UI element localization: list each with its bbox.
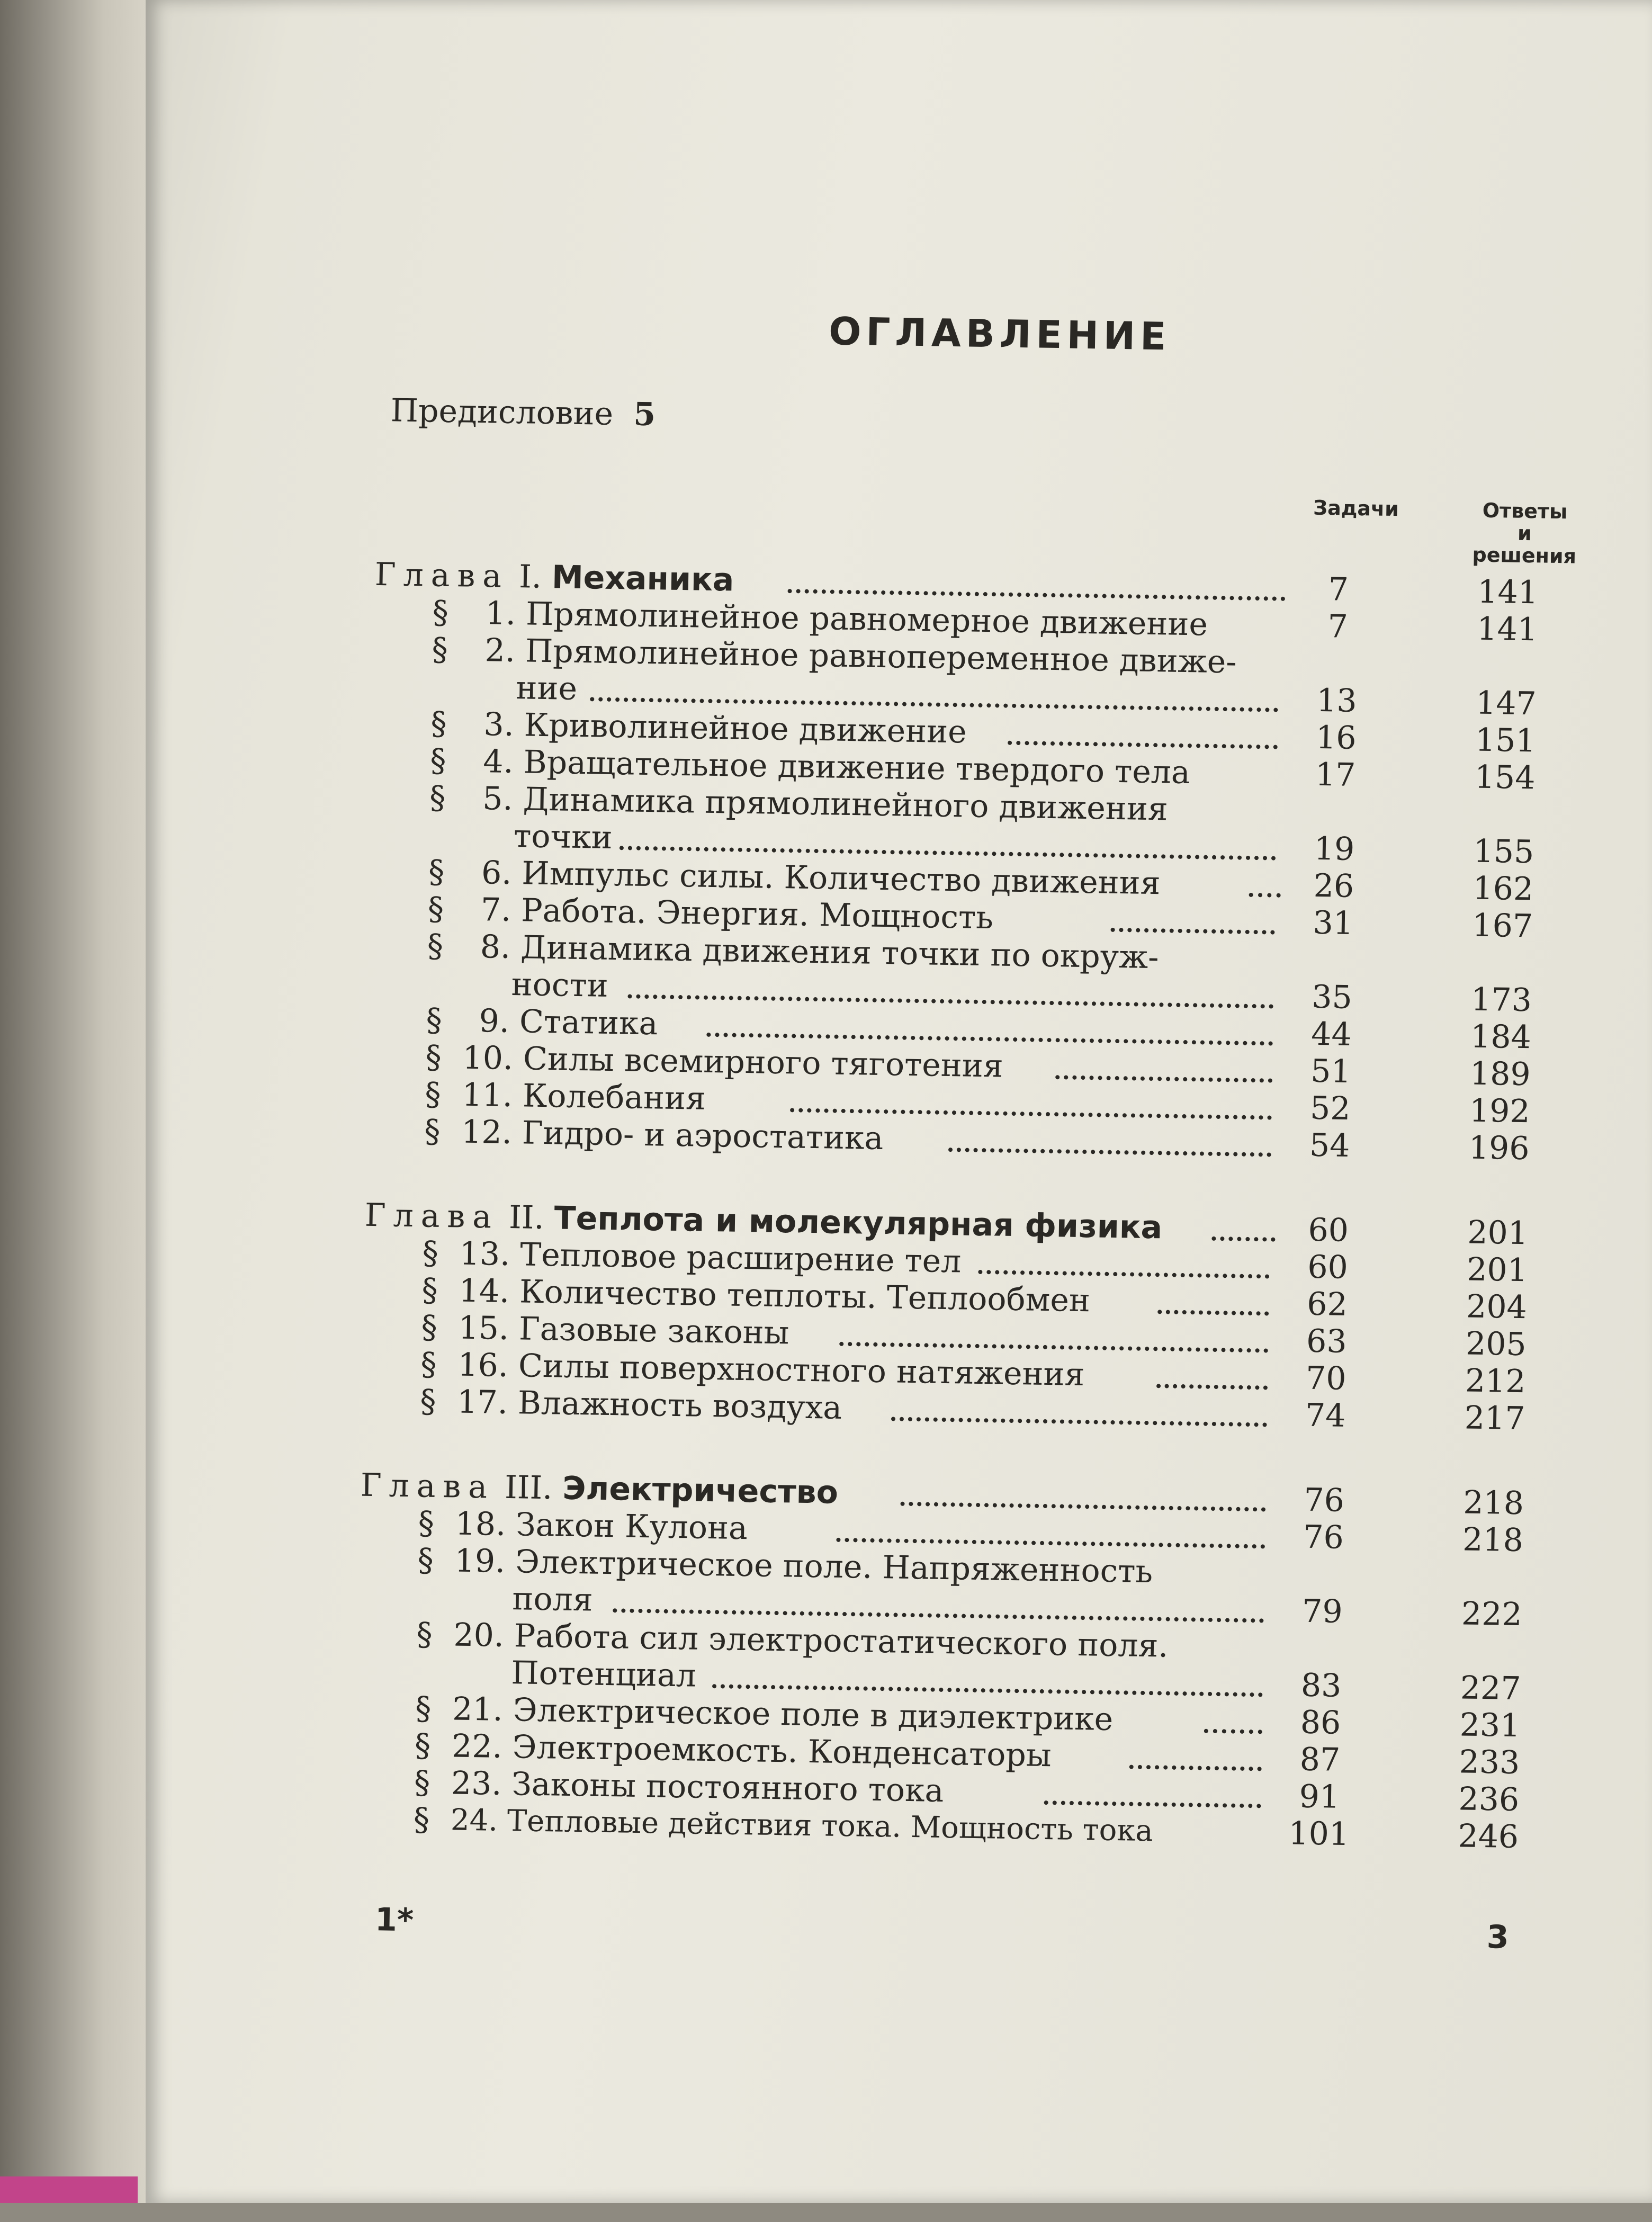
answers-page: 167 xyxy=(1455,907,1550,945)
section-title: 20. Работа сил электростатического поля. xyxy=(453,1616,1169,1664)
answers-page: 141 xyxy=(1459,610,1555,649)
dot-leader xyxy=(1211,1237,1275,1242)
problems-page: 60 xyxy=(1291,1211,1366,1249)
section-sign: § xyxy=(430,742,446,780)
section-sign: § xyxy=(428,854,445,891)
problems-page: 74 xyxy=(1288,1396,1363,1435)
page-number: 3 xyxy=(1486,1919,1509,1956)
section-sign: § xyxy=(414,1764,430,1801)
section-sign: § xyxy=(430,705,447,742)
section-title: 9. Статика xyxy=(479,1002,658,1042)
answers-page: 154 xyxy=(1457,758,1553,797)
section-title: 1. Прямолинейное равномерное движение xyxy=(485,595,1208,643)
answers-page: 218 xyxy=(1445,1521,1541,1560)
problems-page: 16 xyxy=(1299,719,1373,757)
problems-page: 19 xyxy=(1297,830,1371,868)
problems-page: 79 xyxy=(1285,1592,1360,1630)
page-title: ОГЛАВЛЕНИЕ xyxy=(829,309,1171,359)
chapter-title: Электричество xyxy=(562,1470,839,1511)
section-sign: § xyxy=(416,1616,433,1653)
table-of-contents xyxy=(349,0,1602,2222)
problems-page: 26 xyxy=(1296,867,1371,905)
section-sign: § xyxy=(415,1690,432,1727)
problems-page: 76 xyxy=(1286,1518,1361,1556)
answers-page: 231 xyxy=(1442,1706,1538,1745)
dot-leader xyxy=(1157,1310,1269,1315)
problems-page: 13 xyxy=(1299,682,1374,720)
background-cloth xyxy=(0,2176,138,2203)
section-title: 6. Импульс силы. Количество движения xyxy=(481,854,1161,902)
section-sign: § xyxy=(417,1542,434,1579)
section-sign: § xyxy=(429,780,446,817)
problems-page: 83 xyxy=(1284,1667,1359,1705)
chapter-number: I. xyxy=(519,558,542,596)
dot-leader xyxy=(1044,1800,1261,1808)
section-title: 17. Влажность воздуха xyxy=(457,1384,842,1427)
problems-page: 52 xyxy=(1293,1089,1368,1127)
chapter-number: III. xyxy=(505,1469,553,1507)
section-sign: § xyxy=(421,1309,437,1346)
problems-page: 51 xyxy=(1294,1052,1368,1090)
dot-leader xyxy=(891,1417,1267,1427)
problems-page: 60 xyxy=(1290,1248,1365,1286)
dot-leader xyxy=(1055,1075,1272,1082)
answers-page: 218 xyxy=(1446,1484,1541,1522)
section-title: 23. Законы постоянного тока xyxy=(451,1764,944,1809)
column-header-answers: Ответы и решения xyxy=(1471,499,1578,567)
problems-page: 35 xyxy=(1295,978,1369,1016)
answers-page: 141 xyxy=(1460,573,1556,612)
answers-page: 205 xyxy=(1448,1325,1544,1364)
chapter-title: Механика xyxy=(551,559,734,598)
section-sign: § xyxy=(420,1383,436,1420)
section-title: 22. Электроемкость. Конденсаторы xyxy=(452,1727,1052,1774)
problems-page: 86 xyxy=(1283,1704,1358,1742)
problems-page: 87 xyxy=(1282,1741,1357,1779)
answers-page: 189 xyxy=(1452,1055,1548,1094)
answers-page: 162 xyxy=(1455,870,1551,908)
section-title: 21. Электрическое поле в диэлектрике xyxy=(452,1690,1114,1738)
dot-leader xyxy=(790,1108,1272,1119)
section-sign: § xyxy=(420,1346,437,1383)
answers-page: 173 xyxy=(1453,981,1549,1019)
section-title: 12. Гидро- и аэростатика xyxy=(461,1114,884,1158)
section-title: 8. Динамика движения точки по окруж- xyxy=(480,928,1159,976)
book-spine-shadow xyxy=(0,0,148,2203)
section-title-continued: поля xyxy=(512,1580,593,1618)
answers-page: 196 xyxy=(1451,1129,1547,1168)
section-title: 13. Тепловое расширение тел xyxy=(459,1235,962,1280)
section-sign: § xyxy=(424,1113,441,1150)
answers-page: 147 xyxy=(1458,684,1554,723)
section-title-continued: точки xyxy=(514,818,613,856)
section-title: 7. Работа. Энергия. Мощность xyxy=(480,891,993,936)
section-title: 24. Тепловые действия тока. Мощность тока xyxy=(450,1802,1153,1850)
answers-page: 184 xyxy=(1453,1018,1549,1056)
problems-page: 17 xyxy=(1298,756,1373,794)
section-sign: § xyxy=(425,1076,441,1113)
problems-page: 62 xyxy=(1290,1285,1364,1323)
chapter-number: II. xyxy=(509,1199,545,1237)
dot-leader xyxy=(1111,928,1275,935)
dot-leader xyxy=(1156,1384,1268,1390)
section-title: 10. Силы всемирного тяготения xyxy=(462,1040,1003,1085)
problems-page: 63 xyxy=(1289,1322,1364,1360)
problems-page: 54 xyxy=(1292,1126,1367,1164)
preface-entry[interactable] xyxy=(390,392,1381,444)
dot-leader xyxy=(1204,1729,1262,1734)
problems-page: 70 xyxy=(1289,1359,1363,1397)
answers-page: 151 xyxy=(1458,721,1554,760)
answers-page: 246 xyxy=(1440,1817,1536,1856)
problems-page: 91 xyxy=(1282,1778,1357,1816)
dot-leader xyxy=(836,1538,1265,1549)
section-title-continued: ности xyxy=(511,966,608,1005)
dot-leader xyxy=(948,1148,1271,1157)
chapter-word: Глава xyxy=(360,1467,495,1506)
dot-leader xyxy=(1008,741,1278,749)
dot-leader xyxy=(788,589,1286,601)
problems-page: 44 xyxy=(1294,1015,1369,1053)
section-title: 3. Криволинейное движение xyxy=(483,706,967,750)
answers-page: 155 xyxy=(1456,832,1551,871)
column-header-problems: Задачи xyxy=(1313,497,1388,520)
problems-page: 7 xyxy=(1301,570,1376,608)
section-title: 2. Прямолинейное равнопеременное движе- xyxy=(484,632,1237,680)
dot-leader xyxy=(712,1684,1263,1697)
answers-page: 222 xyxy=(1444,1595,1540,1634)
problems-page: 76 xyxy=(1287,1481,1361,1519)
chapter-word: Глава xyxy=(364,1197,499,1236)
book-page xyxy=(146,0,1652,2203)
answers-page: 212 xyxy=(1448,1362,1543,1401)
dot-leader xyxy=(839,1342,1268,1353)
section-title-continued: ние xyxy=(516,669,578,707)
section-title: 19. Электрическое поле. Напряженность xyxy=(454,1542,1153,1590)
dot-leader xyxy=(706,1033,1273,1046)
dot-leader xyxy=(1129,1765,1262,1771)
answers-page: 217 xyxy=(1447,1399,1543,1438)
dot-leader xyxy=(900,1502,1265,1512)
section-sign: § xyxy=(427,928,443,965)
section-sign: § xyxy=(415,1727,431,1764)
answers-page: 227 xyxy=(1443,1669,1539,1708)
problems-page: 31 xyxy=(1296,904,1370,942)
section-title-continued: Потенциал xyxy=(511,1654,697,1694)
section-title: 4. Вращательное движение твердого тела xyxy=(483,743,1190,791)
section-sign: § xyxy=(421,1271,438,1309)
problems-page: 7 xyxy=(1300,607,1375,646)
section-sign: § xyxy=(432,631,448,668)
section-sign: § xyxy=(418,1504,434,1542)
section-title: 15. Газовые законы xyxy=(458,1310,789,1352)
problems-page: 101 xyxy=(1281,1815,1356,1853)
preface-page: 5 xyxy=(613,396,656,433)
section-title: 18. Закон Кулона xyxy=(455,1505,748,1547)
answers-page: 192 xyxy=(1452,1092,1548,1131)
section-sign: § xyxy=(427,891,444,928)
section-sign: § xyxy=(432,594,448,631)
answers-page: 233 xyxy=(1441,1743,1537,1782)
signature-mark: 1* xyxy=(375,1901,414,1939)
answers-page: 201 xyxy=(1450,1214,1546,1252)
answers-page: 236 xyxy=(1441,1780,1537,1819)
section-title: 11. Колебания xyxy=(462,1077,706,1117)
answers-page: 204 xyxy=(1449,1288,1545,1327)
section-title: 16. Силы поверхностного натяжения xyxy=(457,1347,1085,1394)
section-title: 14. Количество теплоты. Теплообмен xyxy=(459,1273,1090,1320)
section-sign: § xyxy=(426,1001,442,1038)
section-sign: § xyxy=(413,1801,429,1838)
section-sign: § xyxy=(422,1234,438,1271)
section-sign: § xyxy=(425,1038,442,1076)
section-title: 5. Динамика прямолинейного движения xyxy=(482,780,1168,828)
preface-label: Предисловие xyxy=(390,392,613,433)
dot-leader xyxy=(1249,893,1281,898)
chapter-title: Теплота и молекулярная физика xyxy=(554,1199,1162,1246)
answers-page: 201 xyxy=(1449,1251,1545,1289)
dot-leader xyxy=(978,1270,1269,1279)
chapter-word: Глава xyxy=(374,556,509,595)
